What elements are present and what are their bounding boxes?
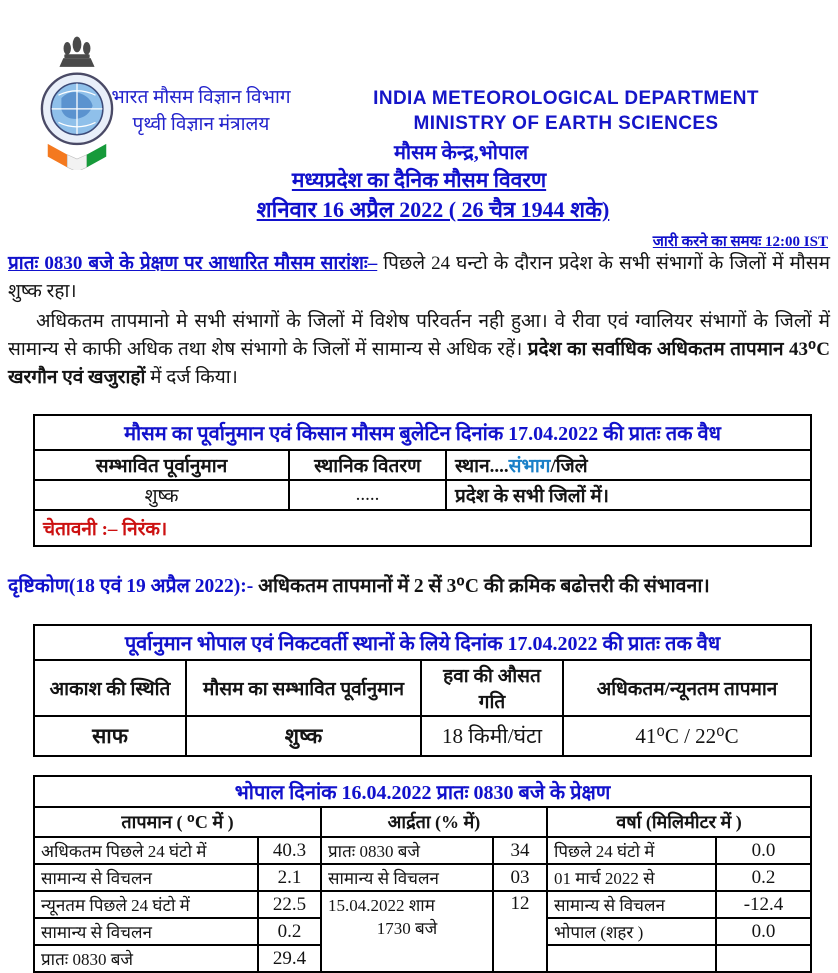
temperature-summary-paragraph bbox=[8, 308, 830, 392]
rain-since-march-label: 01 मार्च 2022 से bbox=[547, 864, 716, 891]
group-humidity: आर्द्रता (% में) bbox=[321, 807, 547, 837]
rain-departure-value: -12.4 bbox=[716, 891, 811, 918]
department-name-english-line1: INDIA METEOROLOGICAL DEPARTMENT bbox=[373, 88, 759, 109]
place-suffix: /जिले bbox=[550, 456, 588, 477]
humidity-evening-time: 1730 बजे bbox=[376, 919, 438, 938]
table-row bbox=[34, 891, 811, 918]
bulletin-date: शनिवार 16 अप्रैल 2022 ( 26 चैत्र 1944 शके) bbox=[256, 197, 610, 222]
temp-min-departure-label: सामान्य से विचलन bbox=[34, 918, 258, 945]
centre-name: मौसम केन्द्र,भोपाल bbox=[393, 142, 529, 164]
humidity-evening-date: 15.04.2022 शाम bbox=[328, 896, 435, 915]
department-name-english bbox=[338, 86, 794, 136]
forecast-value-districts: प्रदेश के सभी जिलों में। bbox=[446, 480, 811, 510]
summary-heading: प्रातः 0830 बजे के प्रेक्षण पर आधारित मौसम सारांशः– bbox=[8, 253, 378, 274]
value-max-min-temp: 41⁰C / 22⁰C bbox=[563, 716, 811, 756]
forecast-table-title: मौसम का पूर्वानुमान एवं किसान मौसम बुलेटिन दिनांक 17.04.2022 की प्रातः तक वैध bbox=[34, 415, 811, 450]
table-row bbox=[34, 864, 811, 891]
temp-0830-label: प्रातः 0830 बजे bbox=[34, 945, 258, 972]
observation-table bbox=[33, 775, 812, 973]
temperature-summary-text: अधिकतम तापमानो मे सभी संभागों के जिलों में विशेष परिवर्तन नही हुआ। वे रीवा एवं ग्वालियर संभागों के जिलों में सामान्य से काफी अधिक तथा शेष संभागो के जिलों में सामान्य से अधिक रहें। bbox=[8, 311, 830, 360]
humidity-evening-value: 12 bbox=[493, 891, 547, 972]
table-row bbox=[34, 837, 811, 864]
rain-since-march-value: 0.2 bbox=[716, 864, 811, 891]
temp-min-departure-value: 0.2 bbox=[258, 918, 321, 945]
col-max-min-temp: अधिकतम/न्यूनतम तापमान bbox=[563, 660, 811, 716]
temperature-summary-end: में दर्ज किया। bbox=[145, 367, 238, 388]
rain-empty-value bbox=[716, 945, 811, 972]
col-probable-forecast: मौसम का सम्भावित पूर्वानुमान bbox=[186, 660, 421, 716]
forecast-col-place bbox=[446, 450, 811, 480]
value-sky-condition: साफ bbox=[34, 716, 186, 756]
rain-empty-label bbox=[547, 945, 716, 972]
temp-max-24h-label: अधिकतम पिछले 24 घंटो में bbox=[34, 837, 258, 864]
forecast-table bbox=[33, 414, 812, 547]
division-link[interactable]: संभाग bbox=[508, 456, 551, 477]
group-temperature: तापमान ( ⁰C में ) bbox=[34, 807, 321, 837]
humidity-0830-label: प्रातः 0830 बजे bbox=[321, 837, 493, 864]
department-name-hindi bbox=[108, 84, 294, 138]
header bbox=[0, 0, 838, 250]
temp-min-24h-value: 22.5 bbox=[258, 891, 321, 918]
temp-min-24h-label: न्यूनतम पिछले 24 घंटो में bbox=[34, 891, 258, 918]
summary-text: पिछले 24 घन्टो के दौरान प्रदेश के सभी संभागों के जिलों में मौसम शुष्क रहा। bbox=[8, 253, 830, 302]
col-wind-speed: हवा की औसत गति bbox=[421, 660, 563, 716]
rain-bhopal-city-label: भोपाल (शहर ) bbox=[547, 918, 716, 945]
lion-capital-icon bbox=[59, 37, 94, 67]
value-wind-speed: 18 किमी/घंटा bbox=[421, 716, 563, 756]
weather-summary-paragraph bbox=[8, 250, 830, 306]
observation-table-title: भोपाल दिनांक 16.04.2022 प्रातः 0830 बजे के प्रेक्षण bbox=[34, 776, 811, 807]
city-forecast-table bbox=[33, 624, 812, 757]
rain-24h-value: 0.0 bbox=[716, 837, 811, 864]
forecast-col-spatial: स्थानिक वितरण bbox=[289, 450, 446, 480]
group-rainfall: वर्षा (मिलिमीटर में ) bbox=[547, 807, 811, 837]
temp-max-departure-label: सामान्य से विचलन bbox=[34, 864, 258, 891]
department-name-hindi-line1: भारत मौसम विज्ञान विभाग bbox=[111, 87, 291, 108]
forecast-value-dots: ..... bbox=[289, 480, 446, 510]
humidity-departure-label: सामान्य से विचलन bbox=[321, 864, 493, 891]
place-prefix: स्थान.... bbox=[455, 456, 509, 477]
temp-max-departure-value: 2.1 bbox=[258, 864, 321, 891]
ministry-name-hindi: पृथ्वी विज्ञान मंत्रालय bbox=[132, 114, 270, 135]
humidity-departure-value: 03 bbox=[493, 864, 547, 891]
temp-0830-value: 29.4 bbox=[258, 945, 321, 972]
issue-time: जारी करने का समयः 12:00 IST bbox=[652, 234, 828, 250]
max-temp-highlight: प्रदेश का सर्वाधिक अधिकतम तापमान 43⁰C खरगौन एवं खजुराहों bbox=[8, 339, 830, 388]
humidity-0830-value: 34 bbox=[493, 837, 547, 864]
forecast-value-dry: शुष्क bbox=[34, 480, 289, 510]
forecast-col-probable: सम्भावित पूर्वानुमान bbox=[34, 450, 289, 480]
temp-max-24h-value: 40.3 bbox=[258, 837, 321, 864]
outlook-text: अधिकतम तापमानों में 2 सें 3⁰C की क्रमिक बढोत्तरी की संभावना। bbox=[253, 576, 710, 597]
ministry-name-english: MINISTRY OF EARTH SCIENCES bbox=[413, 113, 719, 134]
bulletin-title: मध्यप्रदेश का दैनिक मौसम विवरण bbox=[291, 168, 547, 192]
outlook-line bbox=[8, 571, 830, 598]
humidity-evening-label bbox=[321, 891, 493, 972]
col-sky-condition: आकाश की स्थिति bbox=[34, 660, 186, 716]
rain-departure-label: सामान्य से विचलन bbox=[547, 891, 716, 918]
value-probable-forecast: शुष्क bbox=[186, 716, 421, 756]
rain-24h-label: पिछले 24 घंटो में bbox=[547, 837, 716, 864]
rain-bhopal-city-value: 0.0 bbox=[716, 918, 811, 945]
warning-row: चेतावनी :– निरंक। bbox=[34, 510, 811, 546]
city-forecast-title: पूर्वानुमान भोपाल एवं निकटवर्ती स्थानों के लिये दिनांक 17.04.2022 की प्रातः तक वैध bbox=[34, 625, 811, 660]
outlook-label: दृष्टिकोण(18 एवं 19 अप्रैल 2022):- bbox=[8, 576, 254, 597]
